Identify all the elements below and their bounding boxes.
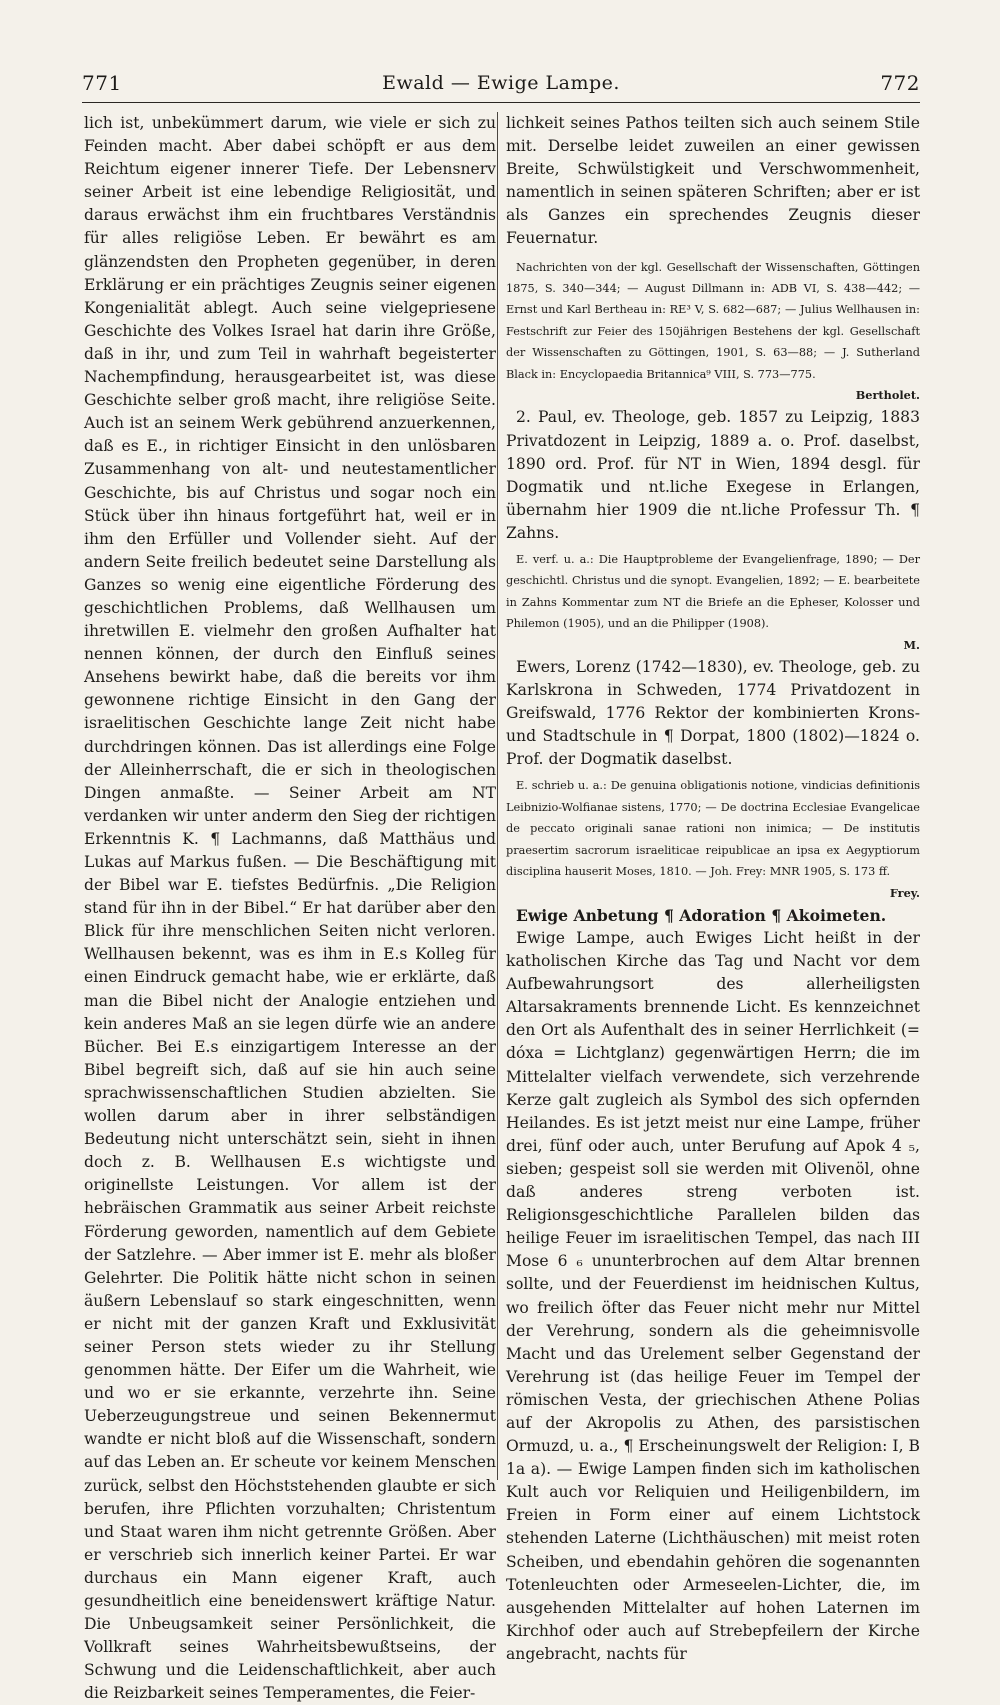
- paul-entry: 2. Paul, ev. Theologe, geb. 1857 zu Leipzig, 1883 Privatdozent in Leipzig, 1889 a. o. Prof. daselbst, 1890 ord. Prof. für NT in Wien, 1894 desgl. für Dogmatik und nt.liche Exegese in Erlangen, übernahm hier 1909 die nt.liche Professur Th. ¶ Zahns.: [506, 408, 920, 542]
- ewers-entry: Ewers, Lorenz (1742—1830), ev. Theologe, geb. zu Karlskrona in Schweden, 1774 Privatdozent in Greifswald, 1776 Rektor der kombinierten Krons- und Stadtschule in ¶ Dorpat, 1800 (1802)—1824 o. Prof. der Dogmatik daselbst.: [506, 658, 920, 769]
- paul-references: E. verf. u. a.: Die Hauptprobleme der Evangelienfrage, 1890; — Der geschichtl. Christus und die synopt. Evangelien, 1892; — E. bearbeitete in Zahns Kommentar zum NT die Briefe an die Epheser, Kolosser und Philemon (1905), und an die Philipper (1908).: [506, 552, 920, 631]
- ewald-continuation-end: lichkeit seines Pathos teilten sich auch seinem Stile mit. Derselbe leidet zuweilen an einer gewissen Breite, Schwülstigkeit und Verschwommenheit, namentlich in seinen späteren Schriften; aber er ist als Ganzes ein sprechendes Zeugnis dieser Feuernatur.: [506, 114, 920, 248]
- ewers-references: E. schrieb u. a.: De genuina obligationis notione, vindicias definitionis Leibnizio-Wolfianae sistens, 1770; — De doctrina Ecclesiae Evangelicae de peccato originali sanae rationi non inimica; — De institutis praesertim sacrorum israeliticae reipublicae an ipsa ex Aegyptiorum disciplina hauserit Moses, 1810. — Joh. Frey: MNR 1905, S. 173 ff.: [506, 779, 920, 879]
- ewige-anbetung-entry: Ewige Anbetung ¶ Adoration ¶ Akoimeten.: [516, 905, 887, 925]
- ewald-continuation-text: lich ist, unbekümmert darum, wie viele er sich zu Feinden macht. Aber dabei schöpft er aus dem Reichtum eigener innerer Tiefe. Der Lebensnerv seiner Arbeit ist eine lebendige Religiosität, und daraus erwächst ihm ein fruchtbares Verständnis für alles religiöse Leben. Er bewährt es am glänzendsten den Propheten gegenüber, in deren Erklärung er ein prächtiges Zeugnis seiner eigenen Kongenialität ablegt. Auch seine vielgepriesene Geschichte des Volkes Israel hat darin ihre Größe, daß in ihr, und zum Teil in wahrhaft begeisterter Nachempfindung, herausgearbeitet ist, was diese Geschichte selber groß macht, ihre religiöse Seite. Auch ist an seinem Werk gebührend anzuerkennen, daß es E., in richtiger Einsicht in den unlösbaren Zusammenhang von alt- und neutestamentlicher Geschichte, bis auf Christus und sogar noch ein Stück über ihn hinaus fortgeführt hat, weil er in ihm den Erfüller und Vollender sieht. Auf der andern Seite freilich bedeutet seine Darstellung als Ganzes so wenig eine eigentliche Förderung des geschichtlichen Problems, daß Wellhausen um ihretwillen E. vielmehr den großen Aufhalter hat nennen können, der durch den Einfluß seines Ansehens bewirkt habe, daß die bereits vor ihm gewonnene richtige Einsicht in den Gang der israelitischen Geschichte lange Zeit nicht habe durchdringen können. Das ist allerdings eine Folge der Alleinherrschaft, die er sich in theologischen Dingen anmaßte. — Seiner Arbeit am NT verdanken wir unter anderm den Sieg der richtigen Erkenntnis K. ¶ Lachmanns, daß Matthäus und Lukas auf Markus fußen. — Die Beschäftigung mit der Bibel war E. tiefstes Bedürfnis. „Die Religion stand für ihn in der Bibel.“ Er hat darüber aber den Blick für ihre menschlichen Seiten nicht verloren. Wellhausen bekennt, was es ihm in E.s Kolleg für einen Eindruck gemacht habe, wie er erklärte, daß man die Bibel nicht der Analogie entziehen und kein anderes Maß an sie legen dürfe wie an andere Bücher. Bei E.s einzigartigem Interesse an der Bibel begreift sich, daß auf sie hin auch seine sprachwissenschaftlichen Studien abzielten. Sie wollen darum aber in ihrer selbständigen Bedeutung nicht unterschätzt sein, sieht in ihnen doch z. B. Wellhausen E.s wichtigste und originellste Leistungen. Vor allem ist der hebräischen Grammatik aus seiner Arbeit reichste Förderung geworden, namentlich auf dem Gebiete der Satzlehre. — Aber immer ist E. mehr als bloßer Gelehrter. Die Politik hätte nicht schon in seinen äußern Lebenslauf so stark eingeschnitten, wenn er nicht mit der ganzen Kraft und Exklusivität seiner Person stets wieder zu ihr Stellung genommen hätte. Der Eifer um die Wahrheit, wie und wo er sie erkannte, verzehrte ihn. Seine Ueberzeugungstreue und seinen Bekennermut wandte er nicht bloß auf die Wissenschaft, sondern auf das Leben an. Er scheute vor keinem Menschen zurück, selbst den Höchststehenden glaubte er sich berufen, ihre Pflichten vorzuhalten; Christentum und Staat waren ihm nicht getrennte Größen. Aber er verschrieb sich innerlich keiner Partei. Er war durchaus ein Mann eigener Kraft, auch gesundheitlich eine beneidenswert kräftige Natur. Die Unbeugsamkeit seiner Persönlichkeit, die Vollkraft seines Wahrheitsbewußtseins, der Schwung und die Leidenschaftlichkeit, aber auch die Reizbarkeit seines Temperamentes, die Feier-: [84, 114, 496, 1703]
- running-header: [82, 66, 920, 100]
- right-column: [506, 112, 920, 1663]
- ewige-lampe-entry: Ewige Lampe, auch Ewiges Licht heißt in der katholischen Kirche das Tag und Nacht vor dem Aufbewahrungsort des allerheiligsten Altarsakraments brennende Licht. Es kennzeichnet den Ort als Aufenthalt des in seiner Herrlichkeit (= dóxa = Lichtglanz) gegenwärtigen Herrn; die im Mittelalter vielfach verwendete, sich verzehrende Kerze galt zugleich als Symbol des sich opfernden Heilandes. Es ist jetzt meist nur eine Lampe, früher drei, fünf oder auch, unter Berufung auf Apok 4 ₅, sieben; gespeist soll sie werden mit Olivenöl, ohne daß anderes streng verboten ist. Religionsgeschichtliche Parallelen bilden das heilige Feuer im israelitischen Tempel, das nach III Mose 6 ₆ ununterbrochen auf dem Altar brennen sollte, und der Feuerdienst im heidnischen Kultus, wo freilich öfter das Feuer nicht mehr nur Mittel der Verehrung, sondern als die geheimnisvolle Macht und das Urelement selber Gegenstand der Verehrung ist (das heilige Feuer im Tempel der römischen Vesta, der griechischen Athene Polias auf der Akropolis zu Athen, des parsistischen Ormuzd, u. a., ¶ Erscheinungswelt der Religion: I, B 1a a). — Ewige Lampen finden sich im katholischen Kult auch vor Reliquien und Heiligenbildern, im Freien in Form einer auf einem Lichtstock stehenden Laterne (Lichthäuschen) mit meist roten Scheiben, und ebendahin gehören die sogenannten Totenleuchten oder Armeseelen-Lichter, die, im ausgehenden Mittelalter auf hohen Laternen im Kirchhof oder auch auf Strebepfeilern der Kirche angebracht, nachts für: [506, 929, 920, 1663]
- ewers-author-signature: Frey.: [889, 885, 920, 900]
- paul-author-signature: M.: [903, 637, 920, 652]
- left-column: [84, 112, 496, 1703]
- ewald-references: Nachrichten von der kgl. Gesellschaft der Wissenschaften, Göttingen 1875, S. 340—344; — August Dillmann in: ADB VI, S. 438—442; — Ernst und Karl Bertheau in: RE³ V, S. 682—687; — Julius Wellhausen in: Festschrift zur Feier des 150jährigen Bestehens der kgl. Gesellschaft der Wissenschaften zu Göttingen, 1901, S. 63—88; — J. Sutherland Black in: Encyclopaedia Britannica⁹ VIII, S. 773—775.: [506, 260, 920, 381]
- header-rule: [82, 102, 920, 103]
- right-page-number: 772: [880, 71, 920, 95]
- column-divider: [497, 112, 498, 1480]
- left-page-number: 771: [82, 71, 122, 95]
- ewald-author-signature: Bertholet.: [855, 388, 920, 402]
- running-title: Ewald — Ewige Lampe.: [382, 72, 620, 94]
